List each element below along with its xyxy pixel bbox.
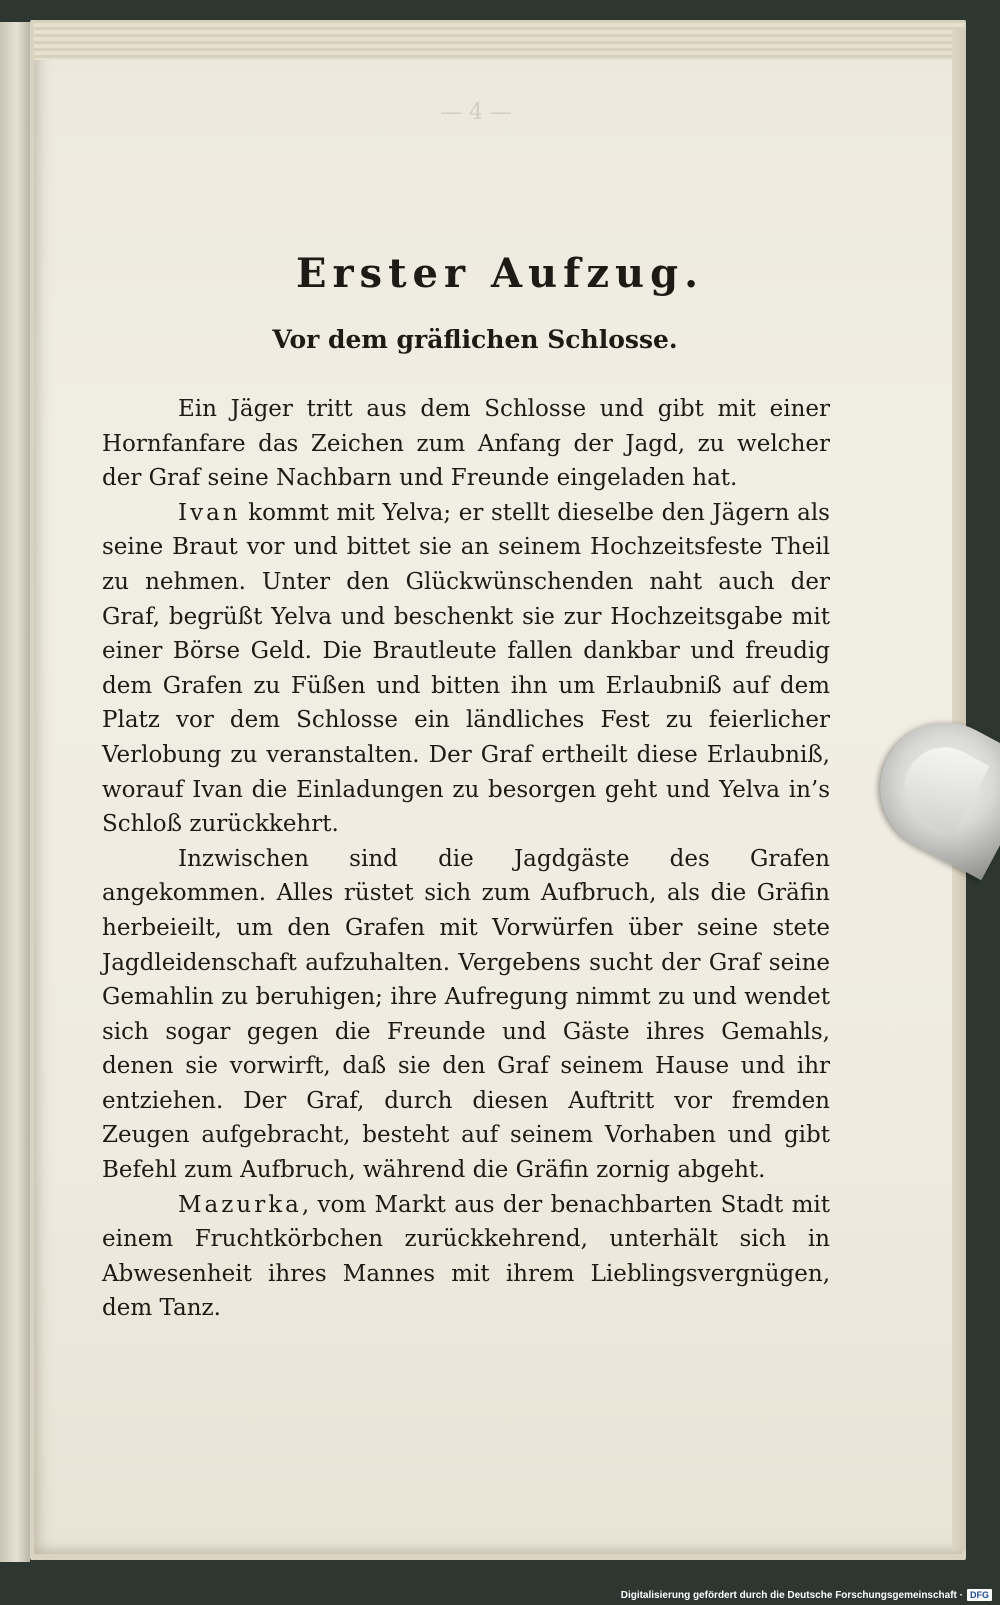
paragraph-2-text: kommt mit Yelva; er stellt dieselbe den Jägern als seine Braut vor und bittet sie an seinem Hochzeitsfeste Theil zu nehmen. Unter den Glückwünschenden naht auch der Graf, begrüßt Yelva und beschenkt sie zur Hochzeitsgabe mit einer Börse Geld. Die Brautleute fallen dankbar und freudig dem Grafen zu Füßen und bitten ihn um Erlaubniß auf dem Platz vor dem Schlosse ein ländliches Fest zu feierlicher Verlobung zu veranstalten. Der Graf ertheilt diese Erlaubniß, worauf Ivan die Einladungen zu besorgen geht und Yelva in’s Schloß zurückkehrt. bbox=[102, 499, 830, 838]
paragraph-1: Ein Jäger tritt aus dem Schlosse und gibt mit einer Hornfanfare das Zeichen zum Anfang der Jagd, zu welcher der Graf seine Nachbarn und Freunde eingeladen hat. bbox=[102, 396, 830, 492]
credit-text: Digitalisierung gefördert durch die Deutsche Forschungsgemeinschaft · bbox=[620, 1589, 963, 1601]
paragraph-3: Inzwischen sind die Jagdgäste des Grafen angekommen. Alles rüstet sich zum Aufbruch, als die Gräfin herbeieilt, um den Grafen mit Vorwürfen über seine stete Jagdleidenschaft aufzuhalten. Vergebens sucht der Graf seine Gemahlin zu beruhigen; ihre Aufregung nimmt zu und wendet sich sogar gegen die Freunde und Gäste ihres Gemahls, denen sie vorwirft, daß sie den Graf seinem Hause und ihr entziehen. Der Graf, durch diesen Auftritt vor fremden Zeugen aufgebracht, besteht auf seinem Vorhaben und gibt Befehl zum Aufbruch, während die Gräfin zornig abgeht. bbox=[102, 845, 830, 1184]
paragraph-2 bbox=[102, 496, 830, 842]
page-body bbox=[102, 392, 830, 1326]
bleed-through-page-number: — 4 — bbox=[440, 100, 512, 125]
dfg-logo: DFG bbox=[967, 1589, 992, 1601]
page-title: Erster Aufzug. bbox=[295, 250, 705, 297]
scene-heading: Vor dem gräflichen Schlosse. bbox=[272, 325, 678, 354]
page-top-edge bbox=[34, 20, 964, 60]
character-name: Ivan bbox=[178, 499, 241, 526]
digitization-credit bbox=[621, 1589, 992, 1601]
paragraph-4-text: , vom Markt aus der benachbarten Stadt mit einem Fruchtkörbchen zurückkehrend, unterhält sich in Abwesenheit ihres Mannes mit ihrem Lieblingsvergnügen, dem Tanz. bbox=[102, 1191, 830, 1322]
character-name: Mazurka bbox=[178, 1191, 302, 1218]
paragraph-4 bbox=[102, 1188, 830, 1326]
